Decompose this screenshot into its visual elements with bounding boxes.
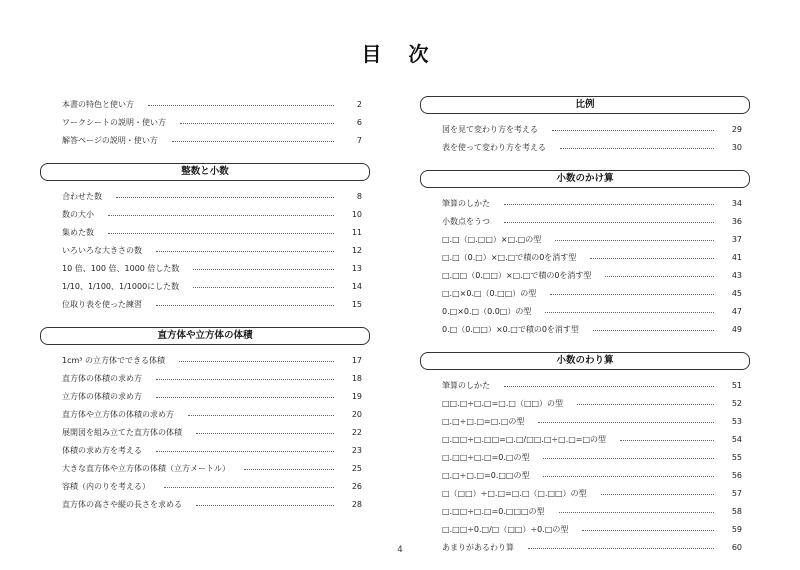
- toc-entry-page: 51: [731, 380, 742, 390]
- toc-entry-label: あまりがあるわり算: [442, 542, 514, 552]
- leader-dots: [577, 404, 714, 405]
- toc-entry-label: 10 倍、100 倍、1000 倍した数: [62, 263, 180, 273]
- toc-entry-page: 49: [731, 324, 742, 334]
- page-title: 目 次: [361, 42, 439, 66]
- leader-dots: [156, 397, 334, 398]
- leader-dots: [550, 294, 714, 295]
- toc-entry-label: 筆算のしかた: [442, 198, 490, 208]
- toc-entry-label: 0.□（0.□□）×0.□で積の0を消す型: [442, 324, 579, 334]
- leader-dots: [504, 222, 714, 223]
- toc-entry[interactable]: [40, 241, 370, 259]
- toc-entry-label: □.□□÷□.□=0.□□□の型: [442, 506, 545, 516]
- toc-entry-page: 2: [356, 99, 362, 109]
- toc-entry[interactable]: [420, 412, 750, 430]
- toc-entry-label: 筆算のしかた: [442, 380, 490, 390]
- leader-dots: [188, 415, 334, 416]
- toc-entry[interactable]: [420, 320, 750, 338]
- toc-entry-label: □.□÷□.□=0.□□の型: [442, 470, 530, 480]
- toc-entry-label: ワークシートの説明・使い方: [62, 117, 166, 127]
- leader-dots: [504, 204, 714, 205]
- toc-entry-page: 59: [731, 524, 742, 534]
- toc-entry[interactable]: [40, 387, 370, 405]
- toc-entry-page: 8: [356, 191, 362, 201]
- toc-entry-label: 体積の求め方を考える: [62, 445, 142, 455]
- right-column: [420, 96, 750, 556]
- toc-entry-label: □.□（0.□）×□.□で積の0を消す型: [442, 252, 577, 262]
- leader-dots: [593, 330, 714, 331]
- toc-entry-page: 43: [731, 270, 742, 280]
- leader-dots: [193, 287, 334, 288]
- toc-entry[interactable]: [40, 205, 370, 223]
- toc-entry-page: 52: [731, 398, 742, 408]
- leader-dots: [582, 530, 714, 531]
- toc-entry[interactable]: [40, 295, 370, 313]
- toc-entry-page: 19: [351, 391, 362, 401]
- toc-entry-label: □.□×0.□（0.□□）の型: [442, 288, 537, 298]
- leader-dots: [156, 251, 334, 252]
- toc-entry[interactable]: [40, 187, 370, 205]
- toc-entry-label: □.□□（0.□□）×□.□で積の0を消す型: [442, 270, 592, 280]
- section-integers-decimals: [40, 163, 370, 313]
- leader-dots: [559, 512, 714, 513]
- toc-entry-label: 小数点をうつ: [442, 216, 490, 226]
- toc-entry-page: 11: [351, 227, 362, 237]
- toc-entry-label: 直方体の体積の求め方: [62, 373, 142, 383]
- toc-entry[interactable]: [420, 520, 750, 538]
- leader-dots: [196, 433, 334, 434]
- toc-entry-page: 45: [731, 288, 742, 298]
- toc-entry-label: □.□□÷0.□/□（□□）÷0.□の型: [442, 524, 569, 534]
- leader-dots: [601, 494, 714, 495]
- toc-entry[interactable]: [420, 194, 750, 212]
- leader-dots: [179, 361, 334, 362]
- toc-entry-page: 20: [351, 409, 362, 419]
- toc-entry-label: 1cm³ の立方体でできる体積: [62, 355, 166, 365]
- toc-entry[interactable]: [40, 459, 370, 477]
- toc-entry-page: 47: [731, 306, 742, 316]
- toc-entry[interactable]: [420, 302, 750, 320]
- toc-entry-page: 25: [351, 463, 362, 473]
- leader-dots: [560, 148, 714, 149]
- section-header: 比例: [420, 96, 750, 114]
- leader-dots: [193, 269, 334, 270]
- toc-entry-label: 図を見て変わり方を考える: [442, 124, 538, 134]
- section-proportion: [420, 96, 750, 156]
- section-decimal-division: [420, 352, 750, 556]
- toc-entry[interactable]: [40, 131, 370, 149]
- page-number: 4: [397, 545, 403, 555]
- toc-entry-page: 29: [731, 124, 742, 134]
- toc-entry-page: 41: [731, 252, 742, 262]
- toc-entry[interactable]: [420, 248, 750, 266]
- toc-entry-page: 54: [731, 434, 742, 444]
- section-header: 小数のかけ算: [420, 170, 750, 188]
- toc-entry-label: 容積（内のりを考える）: [62, 481, 150, 491]
- toc-entry[interactable]: [40, 369, 370, 387]
- toc-entry-page: 14: [351, 281, 362, 291]
- toc-entry-page: 13: [351, 263, 362, 273]
- toc-entry-label: 解答ページの説明・使い方: [62, 135, 158, 145]
- section-volume: [40, 327, 370, 513]
- left-column: [40, 95, 370, 513]
- leader-dots: [555, 240, 714, 241]
- toc-entry[interactable]: [40, 405, 370, 423]
- toc-entry[interactable]: [40, 277, 370, 295]
- leader-dots: [504, 386, 714, 387]
- toc-entry-page: 26: [351, 481, 362, 491]
- toc-entry-label: いろいろな大きさの数: [62, 245, 142, 255]
- leader-dots: [590, 258, 714, 259]
- toc-entry[interactable]: [40, 351, 370, 369]
- section-header: 小数のわり算: [420, 352, 750, 370]
- toc-entry[interactable]: [420, 448, 750, 466]
- leader-dots: [156, 305, 334, 306]
- toc-entry-label: 集めた数: [62, 227, 94, 237]
- section-header: 整数と小数: [40, 163, 370, 181]
- toc-entry-page: 22: [351, 427, 362, 437]
- toc-entry[interactable]: [40, 477, 370, 495]
- toc-entry-label: 立方体の体積の求め方: [62, 391, 142, 401]
- toc-entry-label: □.□÷□.□=□.□の型: [442, 416, 525, 426]
- toc-entry-label: □.□（□.□□）×□.□の型: [442, 234, 542, 244]
- toc-entry-page: 23: [351, 445, 362, 455]
- toc-entry-label: 位取り表を使った練習: [62, 299, 142, 309]
- toc-entry-page: 60: [731, 542, 742, 552]
- toc-entry[interactable]: [420, 394, 750, 412]
- toc-entry-page: 12: [351, 245, 362, 255]
- toc-entry-page: 53: [731, 416, 742, 426]
- toc-entry-label: □（□□）÷□.□=□.□（□.□□）の型: [442, 488, 587, 498]
- leader-dots: [148, 105, 334, 106]
- leader-dots: [538, 422, 714, 423]
- toc-entry-page: 37: [731, 234, 742, 244]
- leader-dots: [108, 215, 334, 216]
- toc-entry[interactable]: [420, 502, 750, 520]
- leader-dots: [164, 487, 334, 488]
- toc-entry-page: 7: [356, 135, 362, 145]
- toc-entry-label: □.□□÷□.□□=□.□/□□.□÷□.□=□の型: [442, 434, 607, 444]
- toc-entry-label: 0.□×0.□（0.0□）の型: [442, 306, 532, 316]
- toc-entry[interactable]: [420, 138, 750, 156]
- toc-entry[interactable]: [420, 466, 750, 484]
- toc-entry[interactable]: [40, 113, 370, 131]
- leader-dots: [552, 130, 714, 131]
- toc-entry[interactable]: [40, 259, 370, 277]
- toc-entry-page: 17: [351, 355, 362, 365]
- leader-dots: [108, 233, 334, 234]
- toc-entry-page: 18: [351, 373, 362, 383]
- toc-entry[interactable]: [420, 376, 750, 394]
- toc-entry-label: 合わせた数: [62, 191, 102, 201]
- leader-dots: [545, 312, 714, 313]
- toc-entry-label: 数の大小: [62, 209, 94, 219]
- leader-dots: [605, 276, 714, 277]
- toc-entry-label: □.□□÷□.□=0.□の型: [442, 452, 530, 462]
- leader-dots: [244, 469, 334, 470]
- toc-entry-page: 28: [351, 499, 362, 509]
- toc-entry[interactable]: [40, 95, 370, 113]
- toc-entry-page: 36: [731, 216, 742, 226]
- toc-entry[interactable]: [40, 441, 370, 459]
- toc-entry[interactable]: [420, 230, 750, 248]
- toc-entry-page: 6: [356, 117, 362, 127]
- toc-entry-label: 表を使って変わり方を考える: [442, 142, 546, 152]
- toc-entry-page: 56: [731, 470, 742, 480]
- intro-list: [40, 95, 370, 149]
- leader-dots: [543, 476, 714, 477]
- toc-entry[interactable]: [40, 495, 370, 513]
- toc-entry[interactable]: [420, 284, 750, 302]
- leader-dots: [620, 440, 714, 441]
- toc-entry-label: 展開図を組み立てた直方体の体積: [62, 427, 182, 437]
- leader-dots: [180, 123, 334, 124]
- leader-dots: [156, 379, 334, 380]
- leader-dots: [172, 141, 334, 142]
- toc-entry-page: 57: [731, 488, 742, 498]
- toc-entry-label: □□.□÷□.□=□.□（□□）の型: [442, 398, 564, 408]
- toc-entry-label: 直方体や立方体の体積の求め方: [62, 409, 174, 419]
- toc-entry[interactable]: [40, 223, 370, 241]
- toc-entry-page: 58: [731, 506, 742, 516]
- section-header: 直方体や立方体の体積: [40, 327, 370, 345]
- toc-entry-label: 直方体の高さや縦の長さを求める: [62, 499, 182, 509]
- toc-entry-page: 55: [731, 452, 742, 462]
- toc-entry[interactable]: [40, 423, 370, 441]
- leader-dots: [156, 451, 334, 452]
- toc-entry[interactable]: [420, 484, 750, 502]
- toc-entry[interactable]: [420, 120, 750, 138]
- leader-dots: [116, 197, 334, 198]
- toc-entry-label: 大きな直方体や立方体の体積（立方メートル）: [62, 463, 230, 473]
- leader-dots: [196, 505, 334, 506]
- toc-entry[interactable]: [420, 430, 750, 448]
- toc-entry-page: 34: [731, 198, 742, 208]
- toc-entry[interactable]: [420, 266, 750, 284]
- toc-entry-label: 1/10、1/100、1/1000にした数: [62, 281, 180, 291]
- section-decimal-multiplication: [420, 170, 750, 338]
- toc-entry-page: 10: [351, 209, 362, 219]
- toc-entry-page: 30: [731, 142, 742, 152]
- toc-entry-label: 本書の特色と使い方: [62, 99, 134, 109]
- toc-entry-page: 15: [351, 299, 362, 309]
- leader-dots: [543, 458, 714, 459]
- toc-entry[interactable]: [420, 212, 750, 230]
